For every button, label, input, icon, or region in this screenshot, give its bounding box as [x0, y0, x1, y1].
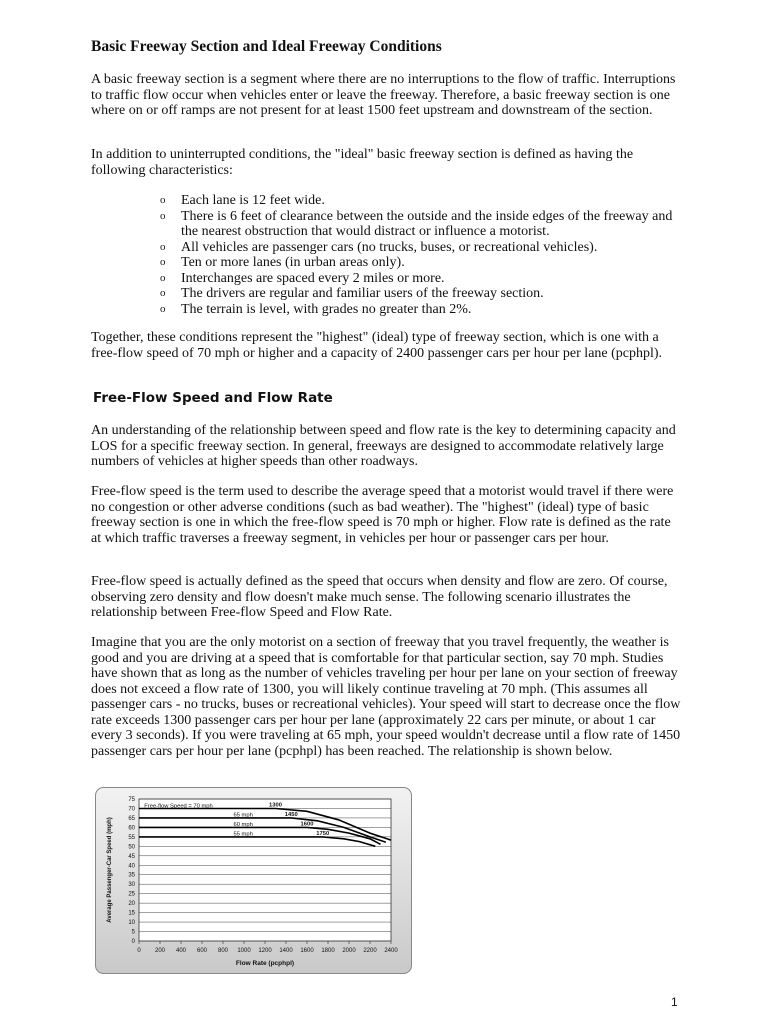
x-tick-label: 800 [217, 948, 229, 954]
series-label: 55 mph [233, 831, 253, 838]
series-label: 60 mph [233, 822, 253, 829]
x-tick-label: 200 [154, 948, 166, 954]
speed-flow-chart [95, 787, 412, 974]
x-tick-label: 1000 [237, 948, 251, 954]
x-tick-label: 2400 [384, 948, 398, 954]
y-tick-label: 5 [131, 929, 135, 936]
list-item: o All vehicles are passenger cars (no trucks, buses, or recreational vehicles). [160, 240, 680, 256]
paragraph-ideal-intro: In addition to uninterrupted conditions, the "ideal" basic freeway section is defined as having the following characteristics: [91, 147, 634, 178]
paragraph-speed-flow-intro: An understanding of the relationship between speed and flow rate is the key to determining capacity and LOS for a specific freeway section. In general, freeways are designed to accommodate relatively large numbers of vehicles at higher speeds than other roadways. [91, 423, 676, 469]
y-axis-label: Average Passenger-Car Speed (mph) [107, 817, 113, 923]
breakpoint-label: 1450 [284, 812, 298, 819]
y-tick-label: 15 [128, 910, 135, 917]
x-tick-label: 1200 [258, 948, 272, 954]
series-label: Free-flow Speed = 70 mph [144, 803, 213, 810]
y-tick-label: 60 [128, 825, 135, 832]
plot-area [139, 799, 391, 941]
page-number: 1 [671, 995, 678, 1009]
breakpoint-label: 1300 [269, 802, 282, 809]
y-tick-label: 10 [128, 920, 135, 927]
y-tick-label: 25 [128, 891, 135, 898]
y-tick-label: 65 [128, 815, 135, 822]
paragraph-free-flow-definition: Free-flow speed is the term used to describe the average speed that a motorist would travel if there were no congestion or other adverse conditions (such as bad weather). The "highest" (ideal) type of basic freeway section is one in which the free-flow speed is 70 mph or higher. Flow rate is defined as the rate at which traffic traverses a freeway segment, in vehicles per hour or passenger cars per hour. [91, 484, 674, 546]
breakpoint-label: 1750 [316, 831, 330, 838]
list-item: o Each lane is 12 feet wide. [160, 193, 680, 209]
paragraph-basic-section: A basic freeway section is a segment where there are no interruptions to the flow of traffic. Interruptions to traffic flow occur when vehicles enter or leave the freeway. Therefore, a basic freeway section is one where on or off ramps are not present for at least 1500 feet upstream and downstream of the section. [91, 72, 676, 118]
y-tick-label: 45 [128, 853, 135, 860]
x-tick-label: 400 [175, 948, 187, 954]
ideal-characteristics-list [160, 193, 680, 317]
x-tick-label: 600 [196, 948, 208, 954]
x-tick-label: 2000 [342, 948, 356, 954]
list-item: o There is 6 feet of clearance between the outside and the inside edges of the freeway and the nearest obstruction that would distract or influence a motorist. [160, 209, 680, 240]
y-tick-label: 40 [128, 863, 135, 870]
y-tick-label: 70 [128, 806, 135, 813]
list-item: o The drivers are regular and familiar users of the freeway section. [160, 286, 680, 302]
series-label: 65 mph [233, 812, 253, 819]
y-tick-label: 75 [128, 797, 135, 803]
paragraph-density-zero: Free-flow speed is actually defined as the speed that occurs when density and flow are zero. Of course, observing zero density and flow doesn't make much sense. The following scenario illustrates the relationship between Free-flow Speed and Flow Rate. [91, 574, 668, 620]
list-item: o Ten or more lanes (in urban areas only). [160, 255, 680, 271]
y-tick-label: 0 [131, 939, 135, 945]
list-item: o The terrain is level, with grades no greater than 2%. [160, 302, 680, 318]
paragraph-ideal-summary: Together, these conditions represent the "highest" (ideal) type of freeway section, which is one with a free-flow speed of 70 mph or higher and a capacity of 2400 passenger cars per hour per lane (pcphpl). [91, 330, 663, 361]
section-title-free-flow: Free-Flow Speed and Flow Rate [93, 390, 333, 406]
breakpoint-label: 1600 [300, 821, 314, 828]
y-tick-label: 35 [128, 872, 135, 879]
y-tick-label: 30 [128, 882, 135, 889]
y-tick-label: 20 [128, 901, 135, 908]
x-tick-label: 1800 [321, 948, 335, 954]
y-tick-label: 50 [128, 844, 135, 851]
x-tick-label: 0 [137, 948, 141, 954]
x-axis-label: Flow Rate (pcphpl) [235, 960, 295, 967]
paragraph-scenario: Imagine that you are the only motorist on a section of freeway that you travel frequently, the weather is good and you are driving at a speed that is comfortable for that particular section, say 70 mph. Studies have shown that as long as the number of vehicles traveling per hour per lane on your section of freeway does not exceed a flow rate of 1300, you will likely continue traveling at 70 mph. (This assumes all passenger cars - no trucks, buses or recreational vehicles). Your speed will start to decrease once the flow rate exceeds 1300 passenger cars per hour per lane (approximately 22 cars per minute, or about 1 car every 3 seconds). If you were traveling at 65 mph, your speed wouldn't decrease until a flow rate of 1450 passenger cars per hour per lane (pcphpl) has been reached. The relationship is shown below. [91, 635, 681, 759]
x-tick-label: 2200 [363, 948, 377, 954]
x-tick-label: 1600 [300, 948, 314, 954]
x-tick-label: 1400 [279, 948, 293, 954]
section-title-basic-freeway: Basic Freeway Section and Ideal Freeway Conditions [91, 38, 442, 55]
list-item: o Interchanges are spaced every 2 miles or more. [160, 271, 680, 287]
y-tick-label: 55 [128, 834, 135, 841]
